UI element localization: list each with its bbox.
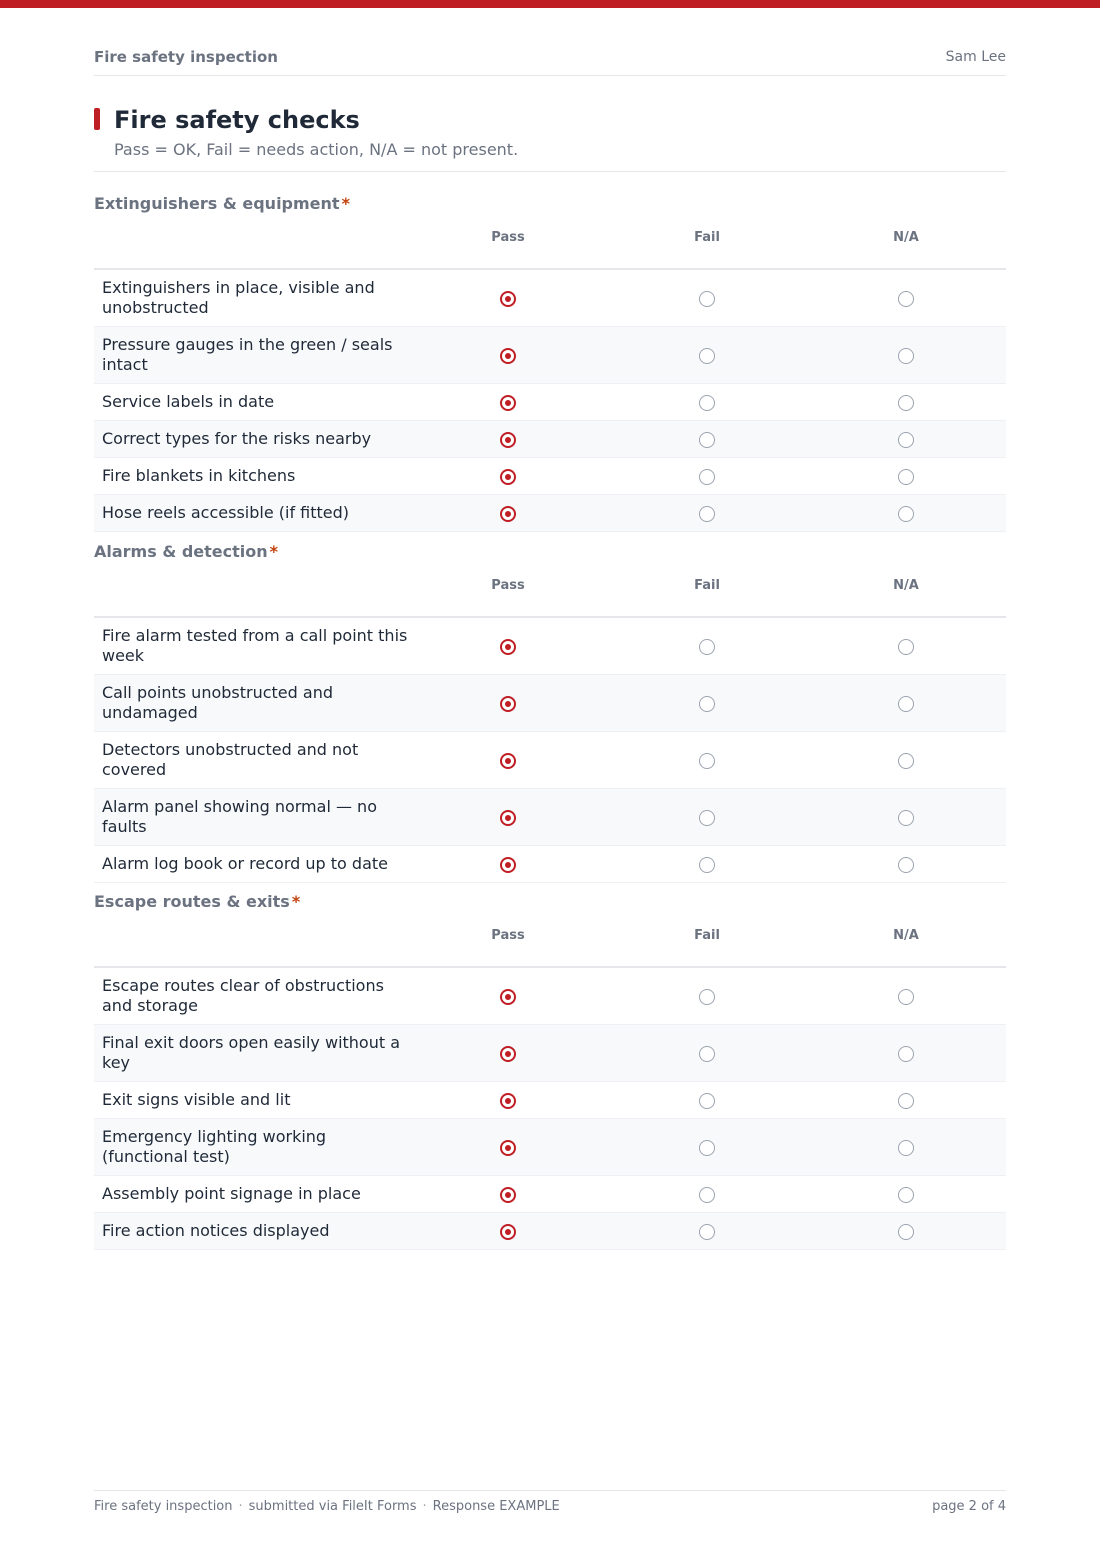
page-header [94, 48, 1006, 76]
required-marker: * [341, 194, 350, 213]
checklist-item-label: Call points unobstructed and undamaged [102, 683, 333, 722]
radio-na[interactable] [898, 291, 914, 307]
footer-meta [94, 1499, 560, 1514]
checklist-item-label: Correct types for the risks nearby [102, 429, 372, 448]
radio-na[interactable] [898, 989, 914, 1005]
radio-fail[interactable] [699, 469, 715, 485]
footer-form-name: Fire safety inspection [94, 1499, 233, 1514]
radio-na[interactable] [898, 696, 914, 712]
required-marker: * [269, 542, 279, 561]
radio-na[interactable] [898, 639, 914, 655]
radio-pass[interactable] [500, 395, 516, 411]
column-header: Pass [491, 928, 525, 943]
radio-fail[interactable] [699, 989, 715, 1005]
group-title [94, 192, 1006, 216]
checklist-item-label: Fire action notices displayed [102, 1221, 330, 1240]
radio-fail[interactable] [699, 857, 715, 873]
radio-na[interactable] [898, 857, 914, 873]
column-header: Pass [491, 230, 525, 245]
checklist-item-label: Final exit doors open easily without a key [102, 1033, 401, 1072]
checklist-item-label: Fire blankets in kitchens [102, 466, 296, 485]
checklist-row [94, 1119, 1006, 1176]
column-header-row [94, 228, 1006, 270]
column-header: N/A [893, 928, 919, 943]
checklist-row [94, 458, 1006, 495]
checklist-row [94, 1213, 1006, 1250]
section-accent-bar [94, 108, 100, 130]
checklist-item-label: Pressure gauges in the green / seals intact [102, 335, 393, 374]
checklist-item-label: Escape routes clear of obstructions and storage [102, 976, 384, 1015]
radio-fail[interactable] [699, 753, 715, 769]
checklist-item-label: Detectors unobstructed and not covered [102, 740, 359, 779]
radio-fail[interactable] [699, 1046, 715, 1062]
checklist-row [94, 732, 1006, 789]
radio-fail[interactable] [699, 1187, 715, 1203]
radio-pass[interactable] [500, 639, 516, 655]
checklist-item-label: Alarm log book or record up to date [102, 854, 388, 873]
radio-na[interactable] [898, 1046, 914, 1062]
radio-fail[interactable] [699, 506, 715, 522]
checklist-row [94, 846, 1006, 883]
radio-pass[interactable] [500, 291, 516, 307]
group-title-text: Escape routes & exits [94, 892, 290, 911]
checklist-group [94, 192, 1006, 532]
radio-pass[interactable] [500, 696, 516, 712]
footer-response: Response EXAMPLE [432, 1499, 560, 1514]
radio-pass[interactable] [500, 1187, 516, 1203]
user-name: Sam Lee [945, 49, 1006, 65]
footer-separator: · [422, 1499, 427, 1514]
checklist-item-label: Exit signs visible and lit [102, 1090, 291, 1109]
radio-na[interactable] [898, 432, 914, 448]
column-header: N/A [893, 578, 919, 593]
checklist-row [94, 789, 1006, 846]
radio-pass[interactable] [500, 469, 516, 485]
radio-fail[interactable] [699, 1093, 715, 1109]
radio-na[interactable] [898, 506, 914, 522]
checklist-row [94, 327, 1006, 384]
group-title-text: Alarms & detection [94, 542, 268, 561]
checklist-item-label: Alarm panel showing normal — no faults [102, 797, 377, 836]
column-header: Pass [491, 578, 525, 593]
checklist-item-label: Fire alarm tested from a call point this week [102, 626, 408, 665]
radio-pass[interactable] [500, 506, 516, 522]
checklist-item-label: Assembly point signage in place [102, 1184, 361, 1203]
radio-pass[interactable] [500, 1046, 516, 1062]
column-header: N/A [893, 230, 919, 245]
checklist-item-label: Hose reels accessible (if fitted) [102, 503, 350, 522]
radio-fail[interactable] [699, 395, 715, 411]
column-header: Fail [694, 928, 720, 943]
radio-fail[interactable] [699, 1140, 715, 1156]
checklist-row [94, 968, 1006, 1025]
footer-separator: · [238, 1499, 243, 1514]
group-title [94, 890, 1006, 914]
radio-pass[interactable] [500, 857, 516, 873]
radio-pass[interactable] [500, 810, 516, 826]
form-title: Fire safety inspection [94, 48, 278, 66]
checklist-item-label: Service labels in date [102, 392, 275, 411]
radio-pass[interactable] [500, 1093, 516, 1109]
checklist-item-label: Emergency lighting working (functional test) [102, 1127, 327, 1166]
checklist-row [94, 384, 1006, 421]
section-title: Fire safety checks [114, 106, 360, 134]
radio-na[interactable] [898, 348, 914, 364]
checklist-row [94, 675, 1006, 732]
column-header: Fail [694, 578, 720, 593]
group-title [94, 540, 1006, 564]
radio-pass[interactable] [500, 432, 516, 448]
checklist-row [94, 1082, 1006, 1119]
page-number: page 2 of 4 [932, 1499, 1006, 1514]
checklist-row [94, 495, 1006, 532]
checklist-item-label: Extinguishers in place, visible and unobstructed [102, 278, 375, 317]
radio-fail[interactable] [699, 810, 715, 826]
radio-pass[interactable] [500, 1224, 516, 1240]
group-title-text: Extinguishers & equipment [94, 194, 340, 213]
column-header-row [94, 926, 1006, 968]
footer-submitted: submitted via FileIt Forms [248, 1499, 417, 1514]
section-heading [94, 106, 1006, 172]
checklist-row [94, 421, 1006, 458]
radio-na[interactable] [898, 395, 914, 411]
radio-na[interactable] [898, 753, 914, 769]
radio-pass[interactable] [500, 1140, 516, 1156]
radio-na[interactable] [898, 1224, 914, 1240]
checklist-row [94, 270, 1006, 327]
checklist-row [94, 1025, 1006, 1082]
radio-fail[interactable] [699, 1224, 715, 1240]
radio-pass[interactable] [500, 753, 516, 769]
column-header: Fail [694, 230, 720, 245]
radio-na[interactable] [898, 1093, 914, 1109]
radio-na[interactable] [898, 469, 914, 485]
radio-fail[interactable] [699, 348, 715, 364]
checklist-group [94, 890, 1006, 1250]
required-marker: * [291, 892, 301, 911]
checklist-group [94, 540, 1006, 883]
page-footer [94, 1490, 1006, 1520]
checklist-row [94, 618, 1006, 675]
radio-na[interactable] [898, 1140, 914, 1156]
radio-pass[interactable] [500, 348, 516, 364]
radio-fail[interactable] [699, 639, 715, 655]
checklist-row [94, 1176, 1006, 1213]
section-subtitle: Pass = OK, Fail = needs action, N/A = not present. [114, 140, 519, 159]
radio-pass[interactable] [500, 989, 516, 1005]
radio-fail[interactable] [699, 696, 715, 712]
radio-fail[interactable] [699, 432, 715, 448]
radio-fail[interactable] [699, 291, 715, 307]
radio-na[interactable] [898, 810, 914, 826]
radio-na[interactable] [898, 1187, 914, 1203]
top-accent-bar [0, 0, 1100, 8]
column-header-row [94, 576, 1006, 618]
